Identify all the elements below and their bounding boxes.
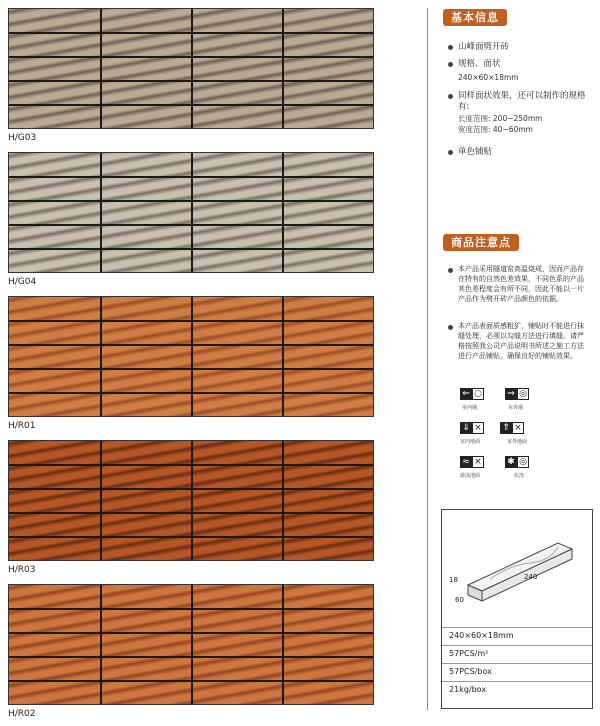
brick-diagram (450, 535, 590, 625)
divider (442, 627, 592, 628)
outdoor-wall-icon: ⇒ (505, 388, 517, 400)
notice-text-1: 本产品采用隧道窑高温烧成，因而产品存在特有的自然色差效果，不同色系的产品其色差程度会有所不同，因此不能以一片产品作为劈开砖产品颜色的依据。 (458, 265, 584, 303)
divider (442, 681, 592, 682)
grout-joint (100, 441, 102, 560)
usage-label: 室外墙 (508, 405, 524, 411)
product-name: 山峰面劈开砖 (458, 42, 510, 52)
grout-joint (282, 585, 284, 704)
cross-icon: × (472, 422, 484, 434)
tile-code: H/R03 (8, 565, 36, 575)
usage-label: 室内地面 (460, 439, 481, 445)
frost-resistant-icon: ✱ (505, 456, 517, 468)
dim-thickness: 18 (449, 576, 458, 584)
divider (442, 663, 592, 664)
tile-code: H/G03 (8, 133, 37, 143)
bullet (448, 268, 453, 273)
usage-label: 抗冻 (514, 473, 525, 479)
grout-joint (282, 297, 284, 416)
grout-joint (100, 585, 102, 704)
grout-joint (191, 585, 193, 704)
notice-header: 商品注意点 (443, 234, 519, 251)
tile-swatch (8, 440, 374, 561)
bullet (448, 94, 453, 99)
tile-code: H/R01 (8, 421, 36, 431)
spec-label: 规格、面状 (458, 59, 501, 69)
usage-label: 室外地面 (507, 439, 528, 445)
weight-row: 21kg/box (449, 685, 487, 694)
tile-code: H/R02 (8, 709, 36, 719)
width-range: 宽度范围: 40~60mm (458, 125, 533, 134)
grout-joint (100, 297, 102, 416)
divider (442, 645, 592, 646)
check-icon: ◎ (517, 456, 529, 468)
grout-joint (191, 441, 193, 560)
indoor-floor-icon: ⇓ (460, 422, 472, 434)
bullet (448, 325, 453, 330)
outdoor-floor-icon: ⇑ (500, 422, 512, 434)
check-icon: ○ (472, 388, 484, 400)
grout-joint (191, 153, 193, 272)
grout-joint (100, 153, 102, 272)
custom-size-label: 同样面状效果，还可以制作的规格有: (458, 91, 586, 112)
indoor-wall-icon: ⇐ (460, 388, 472, 400)
check-icon: ◎ (517, 388, 529, 400)
pcs-per-box-row: 57PCS/box (449, 667, 492, 676)
bullet (448, 62, 453, 67)
spec-value: 240×60×18mm (458, 73, 519, 82)
cross-icon: × (512, 422, 524, 434)
dim-length: 240 (524, 573, 538, 581)
usage-label: 室内墙 (462, 405, 478, 411)
divider (427, 8, 428, 710)
basic-info-header: 基本信息 (443, 9, 507, 26)
grout-joint (282, 9, 284, 128)
dim-width: 60 (455, 596, 464, 604)
grout-joint (191, 9, 193, 128)
grout-joint (100, 9, 102, 128)
usage-label: 游泳池面 (460, 473, 481, 479)
bullet (448, 45, 453, 50)
notice-text-2: 本产品表面质感粗犷，铺贴时不能进行抹缝处理，必须以勾缝方法进行填缝。请严格按照我公司产品说明书所述之施工方法进行产品铺贴，确保良好的铺贴效果。 (458, 322, 584, 360)
tile-swatch (8, 8, 374, 129)
tile-swatch (8, 584, 374, 705)
tile-code: H/G04 (8, 277, 37, 287)
cross-icon: × (472, 456, 484, 468)
grout-joint (282, 153, 284, 272)
length-range: 长度范围: 200~250mm (458, 114, 543, 123)
single-color-laying: 单色铺贴 (458, 147, 493, 157)
pcs-per-sqm-row: 57PCS/m² (449, 649, 489, 658)
size-row: 240×60×18mm (449, 631, 514, 640)
bullet (448, 150, 453, 155)
grout-joint (282, 441, 284, 560)
tile-swatch (8, 152, 374, 273)
pool-icon: ≈ (460, 456, 472, 468)
grout-joint (191, 297, 193, 416)
tile-swatch (8, 296, 374, 417)
